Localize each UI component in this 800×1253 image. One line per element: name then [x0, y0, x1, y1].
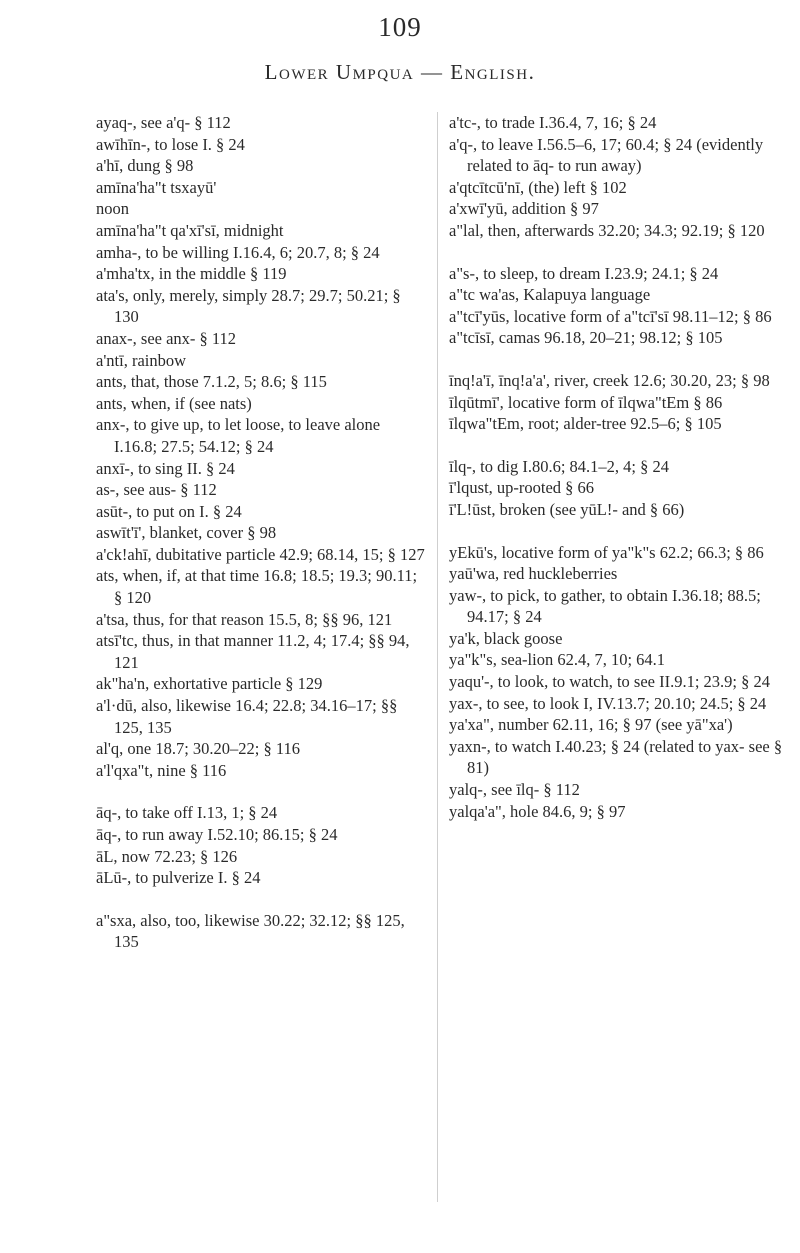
dictionary-entry: aswīt'ī', blanket, cover § 98: [96, 523, 277, 543]
dictionary-entry: a'tc-, to trade I.36.4, 7, 16; § 24: [449, 113, 657, 132]
dictionary-entry: anxī-, to sing II. § 24: [96, 458, 235, 478]
dictionary-entry: yalqa'a", hole 84.6, 9; § 97: [449, 801, 626, 821]
dictionary-entry: a"tcī'yūs, locative form of a"tcī'sī 98.11–12; § 86: [449, 306, 772, 326]
dictionary-entry: īlq-, to dig I.80.6; 84.1–2, 4; § 24: [449, 456, 669, 476]
dictionary-entry: a"tc wa'as, Kalapuya language: [449, 285, 651, 305]
dictionary-entry: īlqwa"tEm, root; alder-tree 92.5–6; § 105: [449, 414, 722, 434]
dictionary-entry: anx-, to give up, to let loose, to leave alone I.16.8; 27.5; 54.12; § 24: [96, 415, 381, 456]
section-gap: [449, 242, 784, 263]
dictionary-entry: anax-, see anx- § 112: [96, 328, 237, 348]
section-gap: [449, 435, 784, 456]
dictionary-entry: īnq!a'ī, īnq!a'a', river, creek 12.6; 30.20, 23; § 98: [449, 370, 770, 390]
dictionary-entry: ants, when, if (see nats): [96, 393, 252, 413]
dictionary-entry: asūt-, to put on I. § 24: [96, 501, 242, 521]
dictionary-entry: a'ntī, rainbow: [96, 350, 187, 370]
dictionary-entry: a'l'qxa"t, nine § 116: [96, 760, 227, 780]
dictionary-entry: āL, now 72.23; § 126: [96, 846, 238, 866]
dictionary-entry: āLū-, to pulverize I. § 24: [96, 868, 261, 888]
dictionary-entry: ya'xa", number 62.11, 16; § 97 (see yā"xa'): [449, 715, 733, 735]
dictionary-entry: ayaq-, see a'q- § 112: [96, 113, 231, 132]
dictionary-entry: yEkū's, locative form of ya"k"s 62.2; 66.3; § 86: [449, 542, 764, 562]
dictionary-entry: ats, when, if, at that time 16.8; 18.5; 19.3; 90.11; § 120: [96, 566, 418, 608]
dictionary-entry: ī'lqust, up-rooted § 66: [449, 478, 595, 498]
dictionary-entry: ya"k"s, sea-lion 62.4, 7, 10; 64.1: [449, 650, 666, 670]
dictionary-entry: yaxn-, to watch I.40.23; § 24 (related to yax- see § 81): [449, 736, 783, 778]
section-gap: [96, 781, 426, 802]
dictionary-entry: a"s-, to sleep, to dream I.23.9; 24.1; § 24: [449, 263, 719, 283]
dictionary-entry: a"tcīsī, camas 96.18, 20–21; 98.12; § 105: [449, 328, 723, 348]
dictionary-entry: a"sxa, also, too, likewise 30.22; 32.12; §§ 125, 135: [96, 910, 405, 952]
dictionary-entry: as-, see aus- § 112: [96, 480, 217, 500]
right-column: [449, 112, 784, 822]
dictionary-entry: ya'k, black goose: [449, 628, 563, 648]
dictionary-entry: a'qtcītcū'nī, (the) left § 102: [449, 177, 627, 197]
dictionary-entry: yalq-, see īlq- § 112: [449, 780, 580, 800]
dictionary-entry: yaqu'-, to look, to watch, to see II.9.1; 23.9; § 24: [449, 672, 771, 692]
dictionary-entry: ak"ha'n, exhortative particle § 129: [96, 674, 323, 694]
dictionary-entry: awīhīn-, to lose I. § 24: [96, 134, 245, 154]
dictionary-entry: amīna'ha"t tsxayū': [96, 177, 217, 197]
dictionary-entry: al'q, one 18.7; 30.20–22; § 116: [96, 739, 301, 759]
column-divider: [437, 112, 438, 1202]
dictionary-entry: ants, that, those 7.1.2, 5; 8.6; § 115: [96, 372, 327, 392]
dictionary-entry: a'xwī'yū, addition § 97: [449, 199, 599, 219]
section-gap: [449, 349, 784, 370]
dictionary-entry: āq-, to take off I.13, 1; § 24: [96, 803, 278, 823]
dictionary-entry: a"lal, then, afterwards 32.20; 34.3; 92.19; § 120: [449, 220, 765, 240]
dictionary-entry: yaū'wa, red huckleberries: [449, 564, 618, 584]
dictionary-entry: a'mha'tx, in the middle § 119: [96, 264, 287, 284]
dictionary-entry: yax-, to see, to look I, IV.13.7; 20.10; 24.5; § 24: [449, 693, 767, 713]
dictionary-entry: īlqūtmī', locative form of īlqwa"tEm § 86: [449, 392, 723, 412]
dictionary-entry: āq-, to run away I.52.10; 86.15; § 24: [96, 825, 338, 844]
section-gap: [449, 521, 784, 542]
dictionary-entry: noon: [96, 199, 129, 219]
dictionary-entry: ī'L!ūst, broken (see yūL!- and § 66): [449, 499, 685, 519]
page-number: 109: [378, 12, 422, 42]
dictionary-entry: amha-, to be willing I.16.4, 6; 20.7, 8; § 24: [96, 242, 380, 262]
dictionary-entry: atsī'tc, thus, in that manner 11.2, 4; 17.4; §§ 94, 121: [96, 631, 410, 672]
dictionary-entry: a'tsa, thus, for that reason 15.5, 8; §§ 96, 121: [96, 609, 393, 629]
dictionary-entry: yaw-, to pick, to gather, to obtain I.36.18; 88.5; 94.17; § 24: [449, 585, 761, 627]
section-gap: [96, 889, 426, 910]
dictionary-entry: ata's, only, merely, simply 28.7; 29.7; 50.21; § 130: [96, 285, 401, 327]
dictionary-entry: a'ck!ahī, dubitative particle 42.9; 68.14, 15; § 127: [96, 544, 425, 564]
running-head: Lower Umpqua — English.: [264, 60, 536, 84]
left-column: [96, 112, 426, 953]
dictionary-entry: a'l·dū, also, likewise 16.4; 22.8; 34.16–17; §§ 125, 135: [96, 696, 398, 737]
dictionary-entry: amīna'ha"t qa'xī'sī, midnight: [96, 220, 284, 240]
dictionary-entry: a'q-, to leave I.56.5–6, 17; 60.4; § 24 (evidently related to āq- to run away): [449, 134, 764, 176]
dictionary-entry: a'hī, dung § 98: [96, 156, 194, 176]
